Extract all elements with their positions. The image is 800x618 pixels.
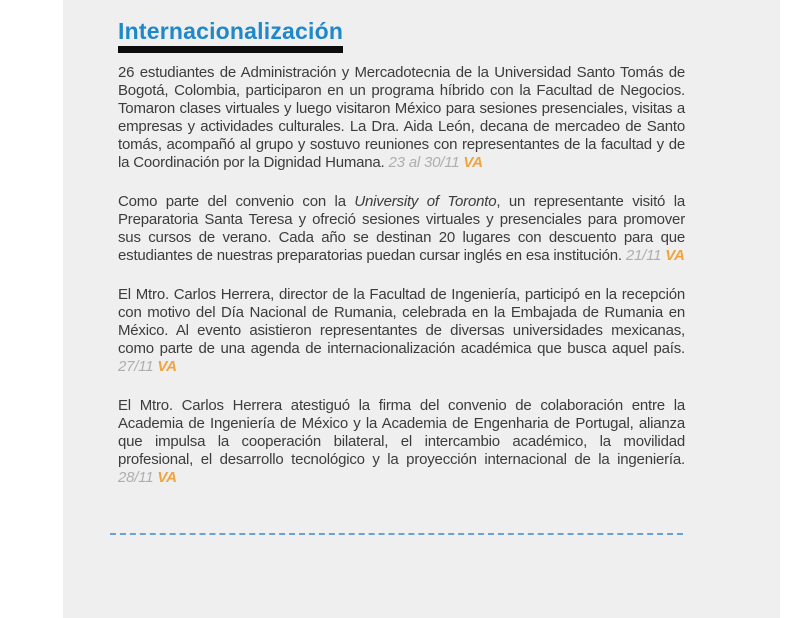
article-date: 21/11 [625,247,662,264]
news-paragraph [118,286,685,376]
article-date: 23 al 30/11 [388,154,460,171]
content-column [118,19,685,535]
article-tag: VA [665,247,685,264]
body-text: El Mtro. Carlos Herrera atestiguó la firma del convenio de colaboración entre la Academia de Ingeniería de México y la Academia de Engenharia de Portugal, alianza que impulsa la cooperación bilateral, el intercambio académico, la movilidad profesional, el desarrollo tecnológico y la proyección internacional de la ingeniería. [118,397,685,468]
body-text: , un representante visitó la Preparatoria Santa Teresa y ofreció sesiones virtuales y presenciales para promover sus cursos de verano. Cada año se destinan 20 lugares con descuento para que estudiantes de nuestras preparatorias puedan cursar inglés en esa institución. [118,193,685,264]
body-text: El Mtro. Carlos Herrera, director de la Facultad de Ingeniería, participó en la recepción con motivo del Día Nacional de Rumania, celebrada en la Embajada de Rumania en México. Al evento asistieron representantes de diversas universidades mexicanas, como parte de una agenda de internacionalización académica que busca aquel país. [118,286,685,357]
body-text: Como parte del convenio con la [118,193,355,210]
title-underline-bar [118,46,343,53]
section-title: Internacionalización [118,18,344,44]
news-paragraph [118,64,685,172]
news-paragraph [118,193,685,265]
body-text: 26 estudiantes de Administración y Mercadotecnia de la Universidad Santo Tomás de Bogotá, Colombia, participaron en un programa híbrido con la Facultad de Negocios. Tomaron clases virtuales y luego visitaron México para sesiones presenciales, visitas a empresas y actividades culturales. La Dra. Aida León, decana de mercadeo de Santo tomás, acompañó al grupo y sostuvo reuniones con representantes de la facultad y de la Coordinación por la Dignidad Humana. [118,64,685,171]
article-tag: VA [157,469,177,486]
articles-list [118,64,685,487]
article-tag: VA [157,358,177,375]
italic-text: University of Toronto [354,193,497,210]
article-date: 28/11 [118,469,154,486]
page-background [63,0,780,618]
article-date: 27/11 [118,358,154,375]
article-tag: VA [463,154,483,171]
news-paragraph [118,397,685,487]
section-header [118,19,343,53]
dashed-divider [110,533,683,535]
